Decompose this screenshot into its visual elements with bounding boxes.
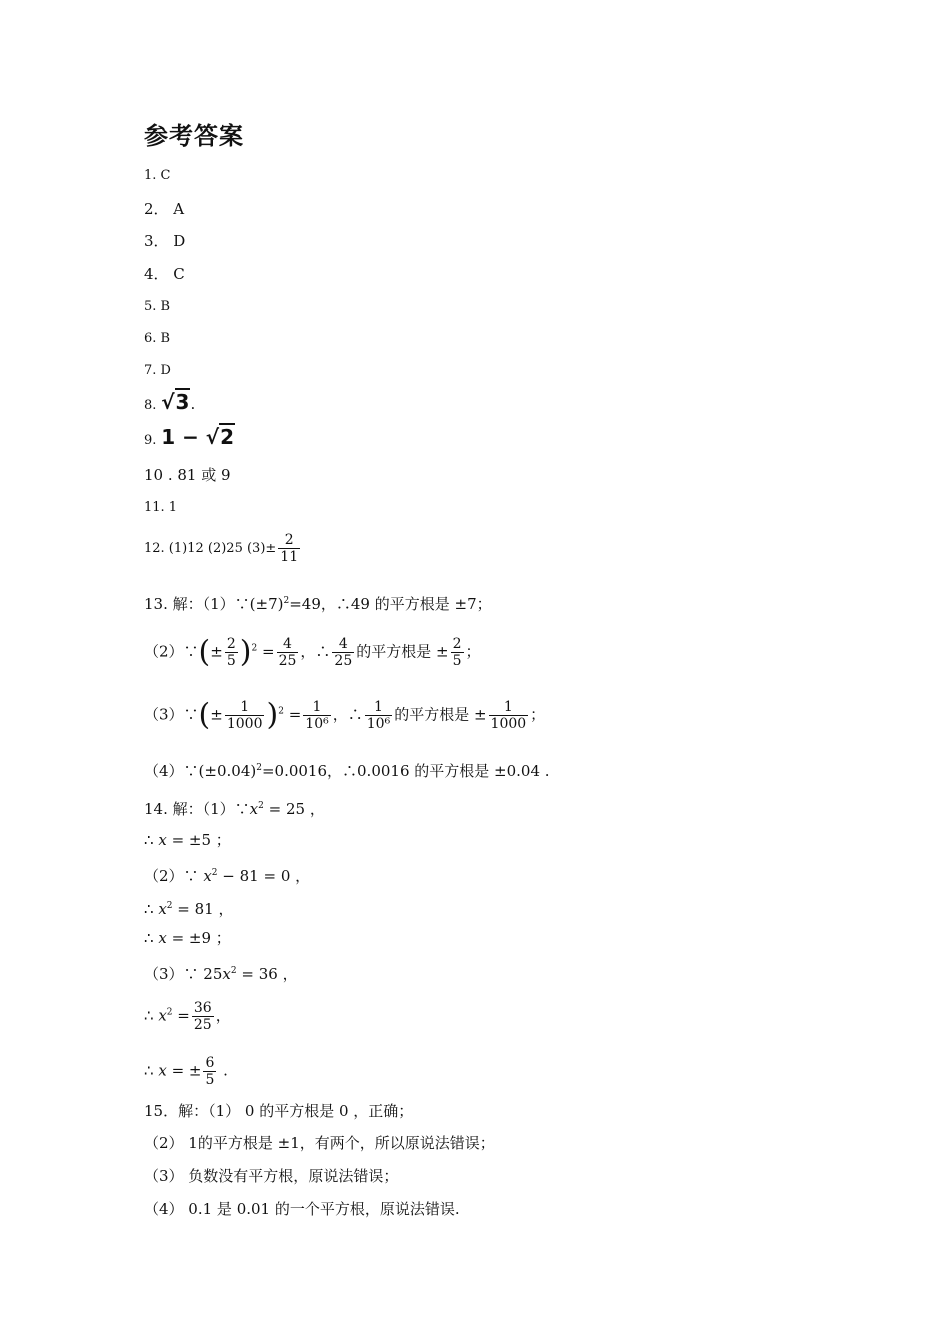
answer-6: 6. B xyxy=(144,331,171,346)
q14-line-3: （2）∵ $x^2 - 81 = 0$ ， xyxy=(144,867,311,885)
q14-line-7: ∴ $x^2$ = $\frac{36}{25}$ ， xyxy=(144,1000,231,1033)
answer-8-number: 8. xyxy=(144,398,157,413)
page-title: 参考答案 xyxy=(144,122,244,150)
q15-line-2: （2） 1的平方根是 ±1，有两个，所以原说法错误； xyxy=(144,1134,495,1152)
answer-5: 5. B xyxy=(144,299,171,314)
answer-4: 4． C xyxy=(144,265,185,283)
q15-line-3: （3） 负数没有平方根，原说法错误； xyxy=(144,1167,399,1185)
q14-line-5: ∴ x = ±9 ； xyxy=(144,929,231,947)
answer-3: 3． D xyxy=(144,232,186,250)
q13-line-1: 13. 解：$(1)\because(\pm 7)^2=49$，∴49 的平方根是 ±7； xyxy=(144,595,492,613)
q15-line-1: 15．解：（1） 0 的平方根是 0 ，正确； xyxy=(144,1102,414,1120)
q14-line-6: （3）∵ $25x^2 = 36$ ， xyxy=(144,965,298,983)
q14-line-2: ∴ x = ±5 ； xyxy=(144,831,231,849)
answer-7: 7. D xyxy=(144,363,171,378)
answer-1: 1. C xyxy=(144,168,171,183)
q15-line-4: （4） 0.1 是 0.01 的一个平方根，原说法错误. xyxy=(144,1200,460,1218)
answer-8-radical: √3 xyxy=(161,390,190,414)
q14-line-1: 14. 解：$(1)\because x^2 = 25$ ， xyxy=(144,800,325,818)
q13-line-4: $(4)\because(\pm 0.04)^2=0.0016$，∴0.0016 的平方根是 ±0.04 . xyxy=(144,762,550,780)
answer-2: 2． A xyxy=(144,200,185,218)
answer-8: 8. √3. xyxy=(144,390,196,414)
q13-line-2: （2）∵(± $\frac{2}{5}$ )$^2$ = $\frac{4}{25}$ ，∴ $\frac{4}{25}$ 的平方根是 ± $\frac{2}{5}$ ； xyxy=(144,634,481,670)
answer-12: 12. (1)12 (2)25 (3)± $\frac{2}{11}$ xyxy=(144,532,299,565)
answer-9-expression: 1 − √2 xyxy=(161,425,235,449)
q13-line-3: （3）∵(± $\frac{1}{1000}$ )$^2$ = $\frac{1}{\text{10⁶}}$ ，∴ $\frac{1}{\text{10⁶}}$ 的平方根是 ± $\frac{1}{1000}$ ； xyxy=(144,697,546,733)
answer-9-number: 9. xyxy=(144,433,157,448)
q14-line-8: ∴ x = ± $\frac{6}{5}$ . xyxy=(144,1055,228,1088)
q14-line-4: ∴ $x^2 = 81$ ， xyxy=(144,900,234,918)
answer-10: 10 . 81 或 9 xyxy=(144,466,231,484)
answer-9 xyxy=(144,427,235,451)
answer-11: 11. 1 xyxy=(144,500,178,515)
